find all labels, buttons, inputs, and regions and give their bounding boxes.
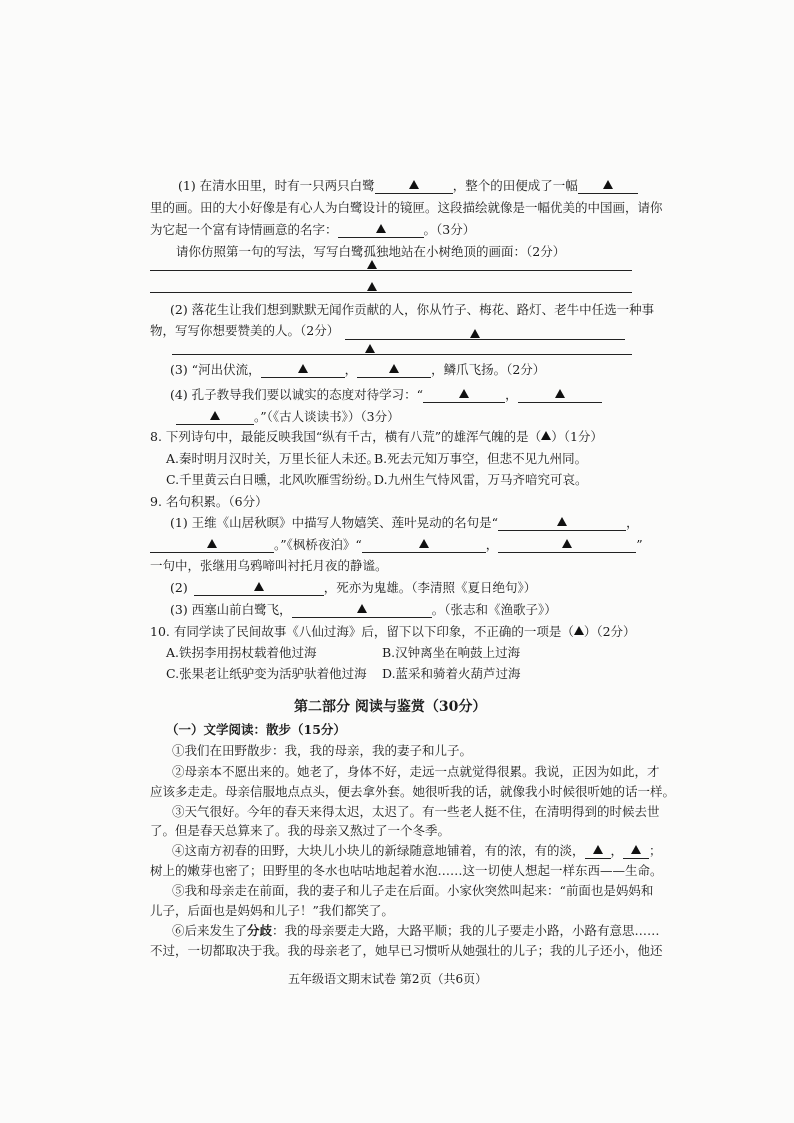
triangle-icon xyxy=(541,431,551,440)
text: ， xyxy=(626,515,639,530)
q7-4-line1 xyxy=(170,387,602,403)
triangle-icon xyxy=(631,845,641,854)
q7-1-line3 xyxy=(150,222,475,238)
text: (2) xyxy=(170,580,188,595)
text: 。（张志和《渔歌子》） xyxy=(431,602,557,617)
answer-blank[interactable] xyxy=(338,224,424,238)
q7-3-line xyxy=(170,362,545,378)
q7-1-line2: 里的画。田的大小好像是有心人为白鹭设计的镜匣。这段描绘就像是一幅优美的中国画，请你 xyxy=(150,200,663,215)
page-footer: 五年级语文期末试卷 第2页（共6页） xyxy=(288,972,488,986)
q7-2-line1: (2) 落花生让我们想到默默无闻作贡献的人，你从竹子、梅花、路灯、老牛中任选一种事 xyxy=(170,302,655,317)
text: 8. 下列诗句中，最能反映我国“纵有千古，横有八荒”的雄浑气魄的是（ xyxy=(150,429,542,444)
answer-blank[interactable] xyxy=(375,180,453,194)
answer-blank[interactable] xyxy=(362,539,486,553)
text: ” xyxy=(636,537,643,552)
q8-option-b[interactable]: B.死去元知万事空，但悲不见九州同。 xyxy=(374,451,588,466)
answer-blank[interactable] xyxy=(194,582,324,596)
para-6b: 不过，一切都取决于我。我的母亲老了，她早已习惯听从她强壮的儿子；我的儿子还小，他还 xyxy=(150,943,663,958)
q10-option-b[interactable]: B.汉钟离坐在响鼓上过海 xyxy=(382,645,521,660)
para-4b: 树上的嫩芽也密了；田野里的冬水也咕咕地起着水泡……这一切使人想起一样东西——生命。 xyxy=(150,863,663,878)
triangle-icon xyxy=(459,389,469,398)
answer-blank[interactable] xyxy=(176,411,254,425)
triangle-icon xyxy=(409,180,419,189)
para-2a: ②母亲本不愿出来的。她老了，身体不好，走远一点就觉得很累。我说，正因为如此，才 xyxy=(172,764,660,779)
answer-line[interactable] xyxy=(345,339,625,340)
q7-2-line2 xyxy=(150,323,339,339)
text: (4) 孔子教导我们要以诚实的态度对待学习：“ xyxy=(170,387,424,402)
para-5a: ⑤我和母亲走在前面，我的妻子和儿子走在后面。小家伙突然叫起来：“前面也是妈妈和 xyxy=(172,883,654,898)
q9-stem: 9. 名句积累。（6分） xyxy=(150,494,268,509)
answer-blank[interactable] xyxy=(150,539,274,553)
para-6a xyxy=(172,923,660,939)
text: 物，写写你想要赞美的人。（2分） xyxy=(150,323,340,338)
q8-stem xyxy=(150,429,603,445)
answer-line[interactable] xyxy=(150,270,632,271)
para-1: ①我们在田野散步：我，我的母亲，我的妻子和儿子。 xyxy=(172,743,473,758)
answer-blank[interactable] xyxy=(578,180,638,194)
answer-blank[interactable] xyxy=(498,517,626,531)
answer-blank[interactable] xyxy=(498,539,636,553)
triangle-icon xyxy=(357,604,367,613)
para-5b: 儿子，后面也是妈妈和儿子！”我们都笑了。 xyxy=(150,903,394,918)
answer-blank[interactable] xyxy=(518,389,602,403)
triangle-icon xyxy=(210,411,220,420)
triangle-icon xyxy=(376,224,386,233)
triangle-icon xyxy=(365,344,375,353)
triangle-icon xyxy=(419,539,429,548)
q10-option-c[interactable]: C.张果老让纸驴变为活驴驮着他过海 xyxy=(166,666,367,681)
text: ⑥后来发生了 xyxy=(172,923,248,938)
triangle-icon xyxy=(470,329,480,338)
text: (1) 王维《山居秋暝》中描写人物嬉笑、莲叶晃动的名句是“ xyxy=(170,515,499,530)
text: (3) “河出伏流， xyxy=(170,362,261,377)
text: 。”（《古人谈读书》）（3分） xyxy=(254,409,400,424)
triangle-icon xyxy=(562,539,572,548)
q10-stem xyxy=(150,624,636,640)
q10-option-d[interactable]: D.蓝采和骑着火葫芦过海 xyxy=(382,666,521,681)
q8-option-a[interactable]: A.秦时明月汉时关，万里长征人未还。 xyxy=(166,451,380,466)
q9-line2 xyxy=(150,537,643,553)
text: ， xyxy=(344,362,358,377)
text: (3) 西塞山前白鹭飞， xyxy=(170,602,292,617)
triangle-icon xyxy=(367,282,377,291)
part2-subtitle: （一）文学阅读：散步（15分） xyxy=(166,722,346,737)
triangle-icon xyxy=(574,626,584,635)
text: 。（3分） xyxy=(423,222,476,237)
part2-title: 第二部分 阅读与鉴赏（30分） xyxy=(294,699,487,715)
text: ：我的母亲要走大路，大路平顺；我的儿子要走小路，小路有意思…… xyxy=(272,923,660,938)
answer-line[interactable] xyxy=(172,354,632,355)
answer-blank[interactable] xyxy=(585,845,611,859)
triangle-icon xyxy=(254,582,264,591)
text: ； xyxy=(649,843,662,858)
text: ，鳞爪飞扬。（2分） xyxy=(431,362,546,377)
text: ， xyxy=(485,537,499,552)
text: 。”《枫桥夜泊》“ xyxy=(274,537,362,552)
text: ， xyxy=(610,843,624,858)
answer-blank[interactable] xyxy=(261,364,345,378)
answer-blank[interactable] xyxy=(623,845,649,859)
triangle-icon xyxy=(603,180,613,189)
answer-blank[interactable] xyxy=(423,389,505,403)
triangle-icon xyxy=(298,364,308,373)
q8-option-d[interactable]: D.九州生气恃风雷，万马齐喑究可哀。 xyxy=(374,472,588,487)
q9-line1 xyxy=(170,515,639,531)
answer-blank[interactable] xyxy=(357,364,431,378)
triangle-icon xyxy=(593,845,603,854)
triangle-icon xyxy=(557,517,567,526)
q7-4-line2 xyxy=(176,409,400,425)
q8-option-c[interactable]: C.千里黄云白日曛，北风吹雁雪纷纷。 xyxy=(166,472,380,487)
para-2b: 应该多走走。母亲信服地点点头，便去拿外套。她很听我的话，就像我小时候很听她的话一样。 xyxy=(150,784,676,799)
text: ）（1分） xyxy=(551,429,603,444)
q9-line3: 一句中，张继用乌鸦啼叫衬托月夜的静谧。 xyxy=(150,558,388,573)
text: ④这南方初春的田野，大块儿小块儿的新绿随意地铺着，有的浓，有的淡， xyxy=(172,843,585,858)
triangle-icon xyxy=(555,389,565,398)
answer-blank[interactable] xyxy=(292,604,432,618)
para-3a: ③天气很好。今年的春天来得太迟，太迟了。有一些老人挺不住，在清明得到的时候去世 xyxy=(172,804,660,819)
text: 为它起一个富有诗情画意的名字： xyxy=(150,222,338,237)
text: 10. 有同学读了民间故事《八仙过海》后，留下以下印象，不正确的一项是（ xyxy=(150,624,574,639)
text: ）（2分） xyxy=(583,624,636,639)
para-3b: 了。但是春天总算来了。我的母亲又熬过了一个冬季。 xyxy=(150,823,451,838)
q7-1-line1 xyxy=(178,178,638,194)
text: (1) 在清水田里，时有一只两只白鹭 xyxy=(178,178,375,193)
q9-line4 xyxy=(170,580,536,596)
q10-option-a[interactable]: A.铁拐李用拐杖载着他过海 xyxy=(166,645,317,660)
q7-1-line4: 请你仿照第一句的写法，写写白鹭孤独地站在小树绝顶的画面：（2分） xyxy=(176,244,566,259)
triangle-icon xyxy=(367,260,377,269)
triangle-icon xyxy=(389,364,399,373)
triangle-icon xyxy=(207,539,217,548)
text: ， xyxy=(505,387,518,402)
answer-line[interactable] xyxy=(150,292,632,293)
para-4a xyxy=(172,843,662,859)
text: ，死亦为鬼雄。（李清照《夏日绝句》） xyxy=(323,580,537,595)
text: ，整个的田便成了一幅 xyxy=(452,178,578,193)
text: 分歧 xyxy=(247,923,273,938)
q9-line5 xyxy=(170,602,557,618)
